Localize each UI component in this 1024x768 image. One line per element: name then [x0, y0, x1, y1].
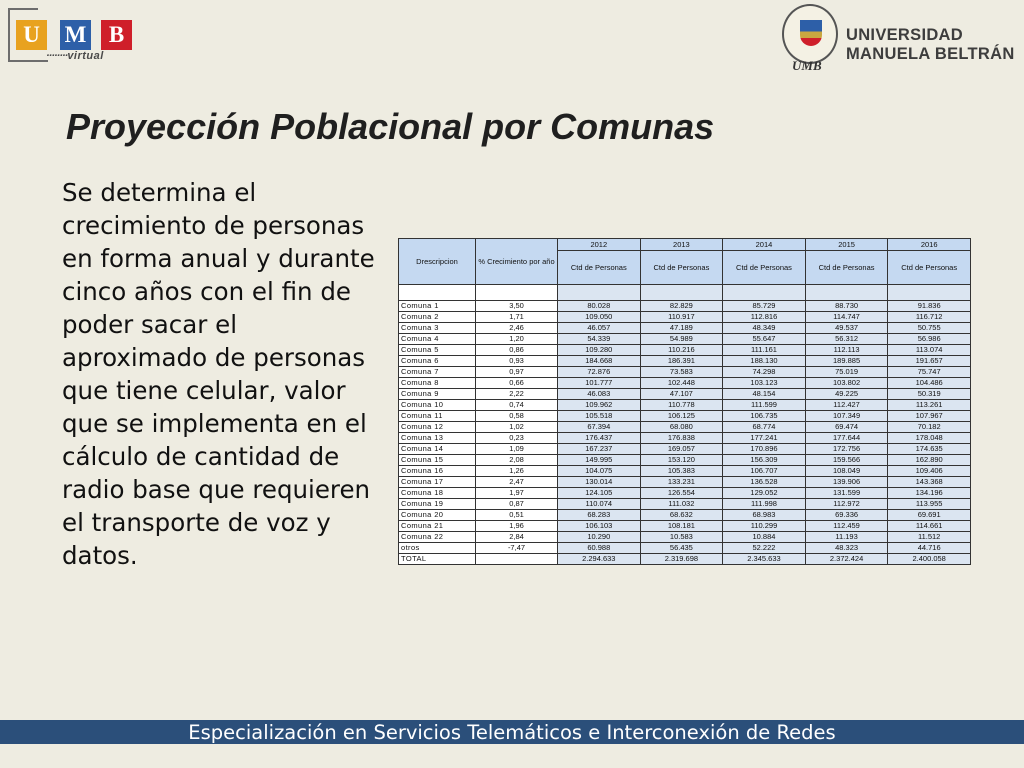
- university-name-line1: UNIVERSIDAD: [846, 26, 963, 44]
- row-count: 108.049: [805, 466, 888, 477]
- footer-bar: [0, 720, 1024, 744]
- row-description: Comuna 16: [399, 466, 476, 477]
- footer-text: Especialización en Servicios Telemáticos e Interconexión de Redes: [188, 720, 836, 744]
- row-count: 108.181: [640, 521, 723, 532]
- table-row: [399, 510, 971, 521]
- row-count: 88.730: [805, 301, 888, 312]
- table-row: [399, 422, 971, 433]
- row-count: 111.998: [723, 499, 806, 510]
- row-count: 47.189: [640, 323, 723, 334]
- row-count: 114.661: [888, 521, 971, 532]
- row-count: 52.222: [723, 543, 806, 554]
- row-count: 191.657: [888, 356, 971, 367]
- row-count: 113.955: [888, 499, 971, 510]
- header-count: Ctd de Personas: [723, 251, 806, 285]
- row-count: 10.884: [723, 532, 806, 543]
- row-description: Comuna 19: [399, 499, 476, 510]
- table-row: [399, 312, 971, 323]
- row-count: 112.113: [805, 345, 888, 356]
- row-count: 169.057: [640, 444, 723, 455]
- row-count: 72.876: [558, 367, 641, 378]
- row-count: 67.394: [558, 422, 641, 433]
- row-count: 75.019: [805, 367, 888, 378]
- row-count: 106.103: [558, 521, 641, 532]
- spacer-cell: [888, 285, 971, 301]
- spacer-cell: [399, 285, 476, 301]
- row-count: 69.691: [888, 510, 971, 521]
- row-count: 91.836: [888, 301, 971, 312]
- header-year: 2012: [558, 239, 641, 251]
- logo-tile-b: B: [101, 20, 132, 50]
- row-count: 107.967: [888, 411, 971, 422]
- row-description: Comuna 4: [399, 334, 476, 345]
- row-growth: 0,66: [476, 378, 558, 389]
- row-growth: 1,02: [476, 422, 558, 433]
- row-count: 103.802: [805, 378, 888, 389]
- table-row: [399, 521, 971, 532]
- slide-title: Proyección Poblacional por Comunas: [66, 106, 715, 147]
- row-count: 186.391: [640, 356, 723, 367]
- row-count: 49.225: [805, 389, 888, 400]
- row-count: 136.528: [723, 477, 806, 488]
- row-description: Comuna 14: [399, 444, 476, 455]
- table-row: [399, 301, 971, 312]
- row-count: 106.735: [723, 411, 806, 422]
- umb-virtual-logo: [4, 4, 132, 68]
- row-count: 139.906: [805, 477, 888, 488]
- table-row: [399, 345, 971, 356]
- row-description: Comuna 3: [399, 323, 476, 334]
- row-growth: 1,97: [476, 488, 558, 499]
- header-count: Ctd de Personas: [888, 251, 971, 285]
- row-count: 105.518: [558, 411, 641, 422]
- table-row: [399, 543, 971, 554]
- table-row: [399, 488, 971, 499]
- row-growth: 0,87: [476, 499, 558, 510]
- row-count: 102.448: [640, 378, 723, 389]
- row-count: 48.323: [805, 543, 888, 554]
- row-count: 2.400.058: [888, 554, 971, 565]
- row-description: Comuna 10: [399, 400, 476, 411]
- row-growth: 1,26: [476, 466, 558, 477]
- row-count: 159.566: [805, 455, 888, 466]
- row-growth: 0,23: [476, 433, 558, 444]
- population-table: [398, 238, 970, 565]
- row-description: Comuna 11: [399, 411, 476, 422]
- row-description: otros: [399, 543, 476, 554]
- row-growth: 0,74: [476, 400, 558, 411]
- row-count: 111.161: [723, 345, 806, 356]
- row-count: 74.298: [723, 367, 806, 378]
- row-count: 73.583: [640, 367, 723, 378]
- row-count: 2.372.424: [805, 554, 888, 565]
- row-description: Comuna 6: [399, 356, 476, 367]
- row-count: 133.231: [640, 477, 723, 488]
- row-growth: -7,47: [476, 543, 558, 554]
- row-count: 68.632: [640, 510, 723, 521]
- table-row: [399, 532, 971, 543]
- row-count: 69.474: [805, 422, 888, 433]
- row-count: 156.309: [723, 455, 806, 466]
- row-description: Comuna 7: [399, 367, 476, 378]
- spacer-cell: [558, 285, 641, 301]
- header-description: Drescripcion: [399, 239, 476, 285]
- row-description: Comuna 22: [399, 532, 476, 543]
- row-count: 112.459: [805, 521, 888, 532]
- row-count: 54.989: [640, 334, 723, 345]
- row-description: Comuna 17: [399, 477, 476, 488]
- row-count: 85.729: [723, 301, 806, 312]
- row-count: 116.712: [888, 312, 971, 323]
- row-count: 46.083: [558, 389, 641, 400]
- row-count: 2.294.633: [558, 554, 641, 565]
- row-count: 106.125: [640, 411, 723, 422]
- row-count: 110.917: [640, 312, 723, 323]
- row-count: 104.486: [888, 378, 971, 389]
- row-count: 2.345.633: [723, 554, 806, 565]
- row-description: Comuna 21: [399, 521, 476, 532]
- row-count: 60.988: [558, 543, 641, 554]
- row-count: 56.435: [640, 543, 723, 554]
- row-growth: 0,58: [476, 411, 558, 422]
- row-growth: 2,22: [476, 389, 558, 400]
- logo-tile-m: M: [60, 20, 91, 50]
- table-row: [399, 477, 971, 488]
- header-count: Ctd de Personas: [640, 251, 723, 285]
- row-count: 11.512: [888, 532, 971, 543]
- row-count: 44.716: [888, 543, 971, 554]
- row-count: 177.241: [723, 433, 806, 444]
- row-count: 48.154: [723, 389, 806, 400]
- row-growth: 0,86: [476, 345, 558, 356]
- row-count: 101.777: [558, 378, 641, 389]
- row-count: 70.182: [888, 422, 971, 433]
- row-count: 54.339: [558, 334, 641, 345]
- spacer-cell: [476, 285, 558, 301]
- university-name: [846, 26, 1015, 64]
- row-count: 109.406: [888, 466, 971, 477]
- row-count: 55.647: [723, 334, 806, 345]
- seal-text: UMB: [792, 58, 822, 73]
- row-count: 143.368: [888, 477, 971, 488]
- row-count: 50.319: [888, 389, 971, 400]
- row-count: 68.774: [723, 422, 806, 433]
- row-count: 110.299: [723, 521, 806, 532]
- row-count: 110.778: [640, 400, 723, 411]
- table-row: [399, 455, 971, 466]
- row-count: 126.554: [640, 488, 723, 499]
- row-count: 56.312: [805, 334, 888, 345]
- row-count: 47.107: [640, 389, 723, 400]
- table-row: [399, 323, 971, 334]
- row-description: Comuna 8: [399, 378, 476, 389]
- row-count: 106.707: [723, 466, 806, 477]
- table-row: [399, 367, 971, 378]
- spacer-cell: [805, 285, 888, 301]
- row-count: 82.829: [640, 301, 723, 312]
- row-count: 49.537: [805, 323, 888, 334]
- row-count: 189.885: [805, 356, 888, 367]
- row-count: 172.756: [805, 444, 888, 455]
- row-growth: [476, 554, 558, 565]
- body-paragraph: Se determina el crecimiento de personas en forma anual y durante cinco años con el fin de poder sacar el aproximado de personas que tiene celular, valor que se implementa en el cálculo de cantidad de radio base que requieren el transporte de voz y datos.: [62, 178, 375, 570]
- row-count: 176.838: [640, 433, 723, 444]
- table-row: [399, 554, 971, 565]
- table-row: [399, 356, 971, 367]
- spacer-cell: [723, 285, 806, 301]
- row-growth: 1,71: [476, 312, 558, 323]
- row-description: Comuna 1: [399, 301, 476, 312]
- row-description: Comuna 13: [399, 433, 476, 444]
- row-growth: 0,93: [476, 356, 558, 367]
- row-count: 113.261: [888, 400, 971, 411]
- table-row: [399, 378, 971, 389]
- table-row: [399, 400, 971, 411]
- row-description: Comuna 9: [399, 389, 476, 400]
- row-count: 170.896: [723, 444, 806, 455]
- table-row: [399, 444, 971, 455]
- row-count: 153.120: [640, 455, 723, 466]
- row-count: 68.983: [723, 510, 806, 521]
- header-count: Ctd de Personas: [558, 251, 641, 285]
- row-growth: 2,47: [476, 477, 558, 488]
- row-count: 104.075: [558, 466, 641, 477]
- table-spacer-row: [399, 285, 971, 301]
- header-year: 2013: [640, 239, 723, 251]
- row-count: 110.216: [640, 345, 723, 356]
- table-row: [399, 411, 971, 422]
- row-count: 112.427: [805, 400, 888, 411]
- row-count: 50.755: [888, 323, 971, 334]
- row-description: TOTAL: [399, 554, 476, 565]
- row-growth: 3,50: [476, 301, 558, 312]
- logo-subtitle: ········virtual: [46, 50, 104, 62]
- row-count: 124.105: [558, 488, 641, 499]
- row-count: 11.193: [805, 532, 888, 543]
- row-count: 162.890: [888, 455, 971, 466]
- row-count: 177.644: [805, 433, 888, 444]
- row-count: 80.028: [558, 301, 641, 312]
- header-year: 2014: [723, 239, 806, 251]
- row-count: 48.349: [723, 323, 806, 334]
- university-logo: [780, 2, 1020, 78]
- table-row: [399, 334, 971, 345]
- row-count: 130.014: [558, 477, 641, 488]
- row-growth: 0,97: [476, 367, 558, 378]
- row-count: 178.048: [888, 433, 971, 444]
- row-count: 109.050: [558, 312, 641, 323]
- university-seal-icon: [782, 4, 838, 64]
- row-growth: 2,08: [476, 455, 558, 466]
- row-count: 114.747: [805, 312, 888, 323]
- row-count: 149.995: [558, 455, 641, 466]
- row-count: 69.336: [805, 510, 888, 521]
- row-count: 167.237: [558, 444, 641, 455]
- row-count: 176.437: [558, 433, 641, 444]
- logo-frame-bottom: [8, 58, 48, 62]
- row-count: 10.290: [558, 532, 641, 543]
- row-count: 109.280: [558, 345, 641, 356]
- row-count: 75.747: [888, 367, 971, 378]
- row-count: 68.080: [640, 422, 723, 433]
- row-growth: 0,51: [476, 510, 558, 521]
- row-count: 174.635: [888, 444, 971, 455]
- row-growth: 1,09: [476, 444, 558, 455]
- row-count: 134.196: [888, 488, 971, 499]
- row-count: 110.074: [558, 499, 641, 510]
- row-count: 46.057: [558, 323, 641, 334]
- row-count: 129.052: [723, 488, 806, 499]
- table-row: [399, 466, 971, 477]
- header-year: 2015: [805, 239, 888, 251]
- row-description: Comuna 12: [399, 422, 476, 433]
- row-count: 103.123: [723, 378, 806, 389]
- row-count: 184.668: [558, 356, 641, 367]
- row-description: Comuna 20: [399, 510, 476, 521]
- row-growth: 2,84: [476, 532, 558, 543]
- row-count: 2.319.698: [640, 554, 723, 565]
- row-count: 105.383: [640, 466, 723, 477]
- row-count: 56.986: [888, 334, 971, 345]
- spacer-cell: [640, 285, 723, 301]
- row-count: 112.972: [805, 499, 888, 510]
- row-description: Comuna 2: [399, 312, 476, 323]
- row-count: 112.816: [723, 312, 806, 323]
- table-row: [399, 389, 971, 400]
- row-count: 68.283: [558, 510, 641, 521]
- row-growth: 1,20: [476, 334, 558, 345]
- row-count: 111.032: [640, 499, 723, 510]
- row-description: Comuna 18: [399, 488, 476, 499]
- row-count: 111.599: [723, 400, 806, 411]
- row-count: 10.583: [640, 532, 723, 543]
- table-row: [399, 499, 971, 510]
- university-name-line2: MANUELA BELTRÁN: [846, 45, 1015, 63]
- row-count: 131.599: [805, 488, 888, 499]
- row-count: 109.962: [558, 400, 641, 411]
- row-count: 113.074: [888, 345, 971, 356]
- row-growth: 2,46: [476, 323, 558, 334]
- row-description: Comuna 5: [399, 345, 476, 356]
- row-count: 107.349: [805, 411, 888, 422]
- header-growth: % Crecimiento por año: [476, 239, 558, 285]
- header-year: 2016: [888, 239, 971, 251]
- row-description: Comuna 15: [399, 455, 476, 466]
- row-growth: 1,96: [476, 521, 558, 532]
- table-row: [399, 433, 971, 444]
- row-count: 188.130: [723, 356, 806, 367]
- logo-tile-u: U: [16, 20, 47, 50]
- header-count: Ctd de Personas: [805, 251, 888, 285]
